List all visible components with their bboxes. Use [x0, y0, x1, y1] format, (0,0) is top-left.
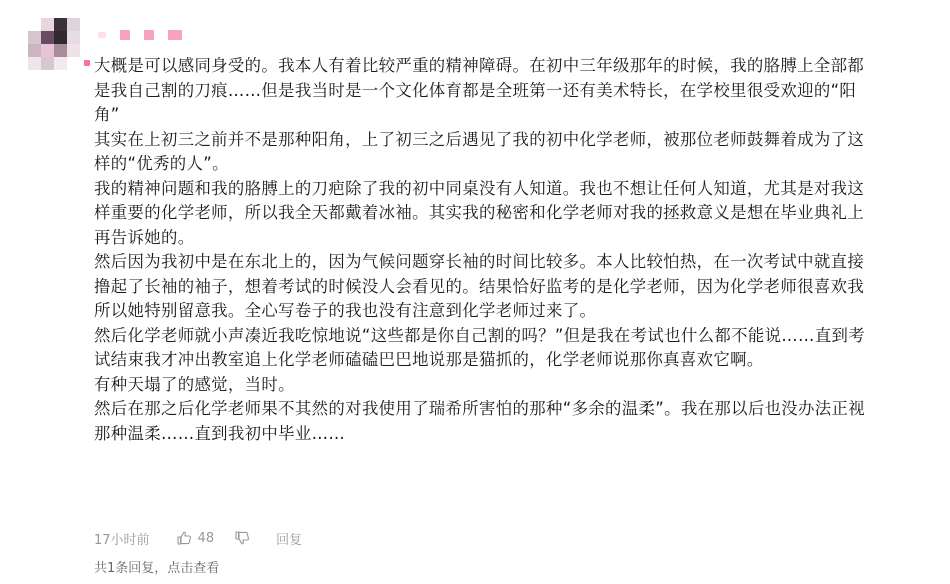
comment-time: 17小时前 — [94, 532, 150, 548]
comment-content — [94, 54, 932, 446]
reply-button[interactable]: 回复 — [276, 532, 303, 548]
comment-paragraph: 大概是可以感同身受的。我本人有着比较严重的精神障碍。在初中三年级那年的时候，我的胳膊上全部都 是我自己割的刀痕……但是我当时是一个文化体育都是全班第一还有美术特长，在学校里很受欢迎的“阳 角” — [94, 56, 865, 124]
replies-count: 共1条回复， — [94, 561, 168, 576]
dislike-button[interactable] — [234, 530, 250, 546]
comment-paragraph: 然后在那之后化学老师果不其然的对我使用了瑞希所害怕的那种“多余的温柔”。我在那以后也没办法正视 那种温柔……直到我初中毕业…… — [94, 399, 866, 443]
avatar-badge — [84, 60, 90, 66]
comment-paragraph: 然后因为我初中是在东北上的，因为气候问题穿长袖的时间比较多。本人比较怕热，在一次考试中就直接 撸起了长袖的袖子，想着考试的时候没人会看见的。结果恰好监考的是化学老师，因为化学老师很喜欢我 所以她特别留意我。全心写卷子的我也没有注意到化学老师过来了。 — [94, 252, 865, 320]
username-blurred[interactable] — [98, 30, 182, 40]
comment-paragraph: 其实在上初三之前并不是那种阳角，上了初三之后遇见了我的初中化学老师，被那位老师鼓舞着成为了这 样的“优秀的人”。 — [94, 129, 865, 173]
comment-paragraph: 然后化学老师就小声凑近我吃惊地说“这些都是你自己割的吗？”但是我在考试也什么都不能说……直到考 试结束我才冲出教室追上化学老师磕磕巴巴地说那是猫抓的，化学老师说那你真喜欢它啊。 — [94, 325, 866, 369]
avatar[interactable] — [28, 18, 80, 70]
comment-paragraph: 我的精神问题和我的胳膊上的刀疤除了我的初中同桌没有人知道。我也不想让任何人知道，尤其是对我这 样重要的化学老师，所以我全天都戴着冰袖。其实我的秘密和化学老师对我的拯救意义是想在毕业典礼上 再告诉她的。 — [94, 178, 865, 247]
replies-summary — [94, 557, 219, 576]
thumbs-down-icon — [234, 530, 250, 546]
view-replies-link[interactable]: 点击查看 — [167, 561, 220, 576]
comment-paragraph: 有种天塌了的感觉，当时。 — [94, 374, 295, 394]
thumbs-up-icon — [176, 530, 192, 546]
comment-meta — [94, 528, 302, 548]
like-button[interactable] — [176, 530, 215, 546]
like-count: 48 — [197, 530, 215, 546]
